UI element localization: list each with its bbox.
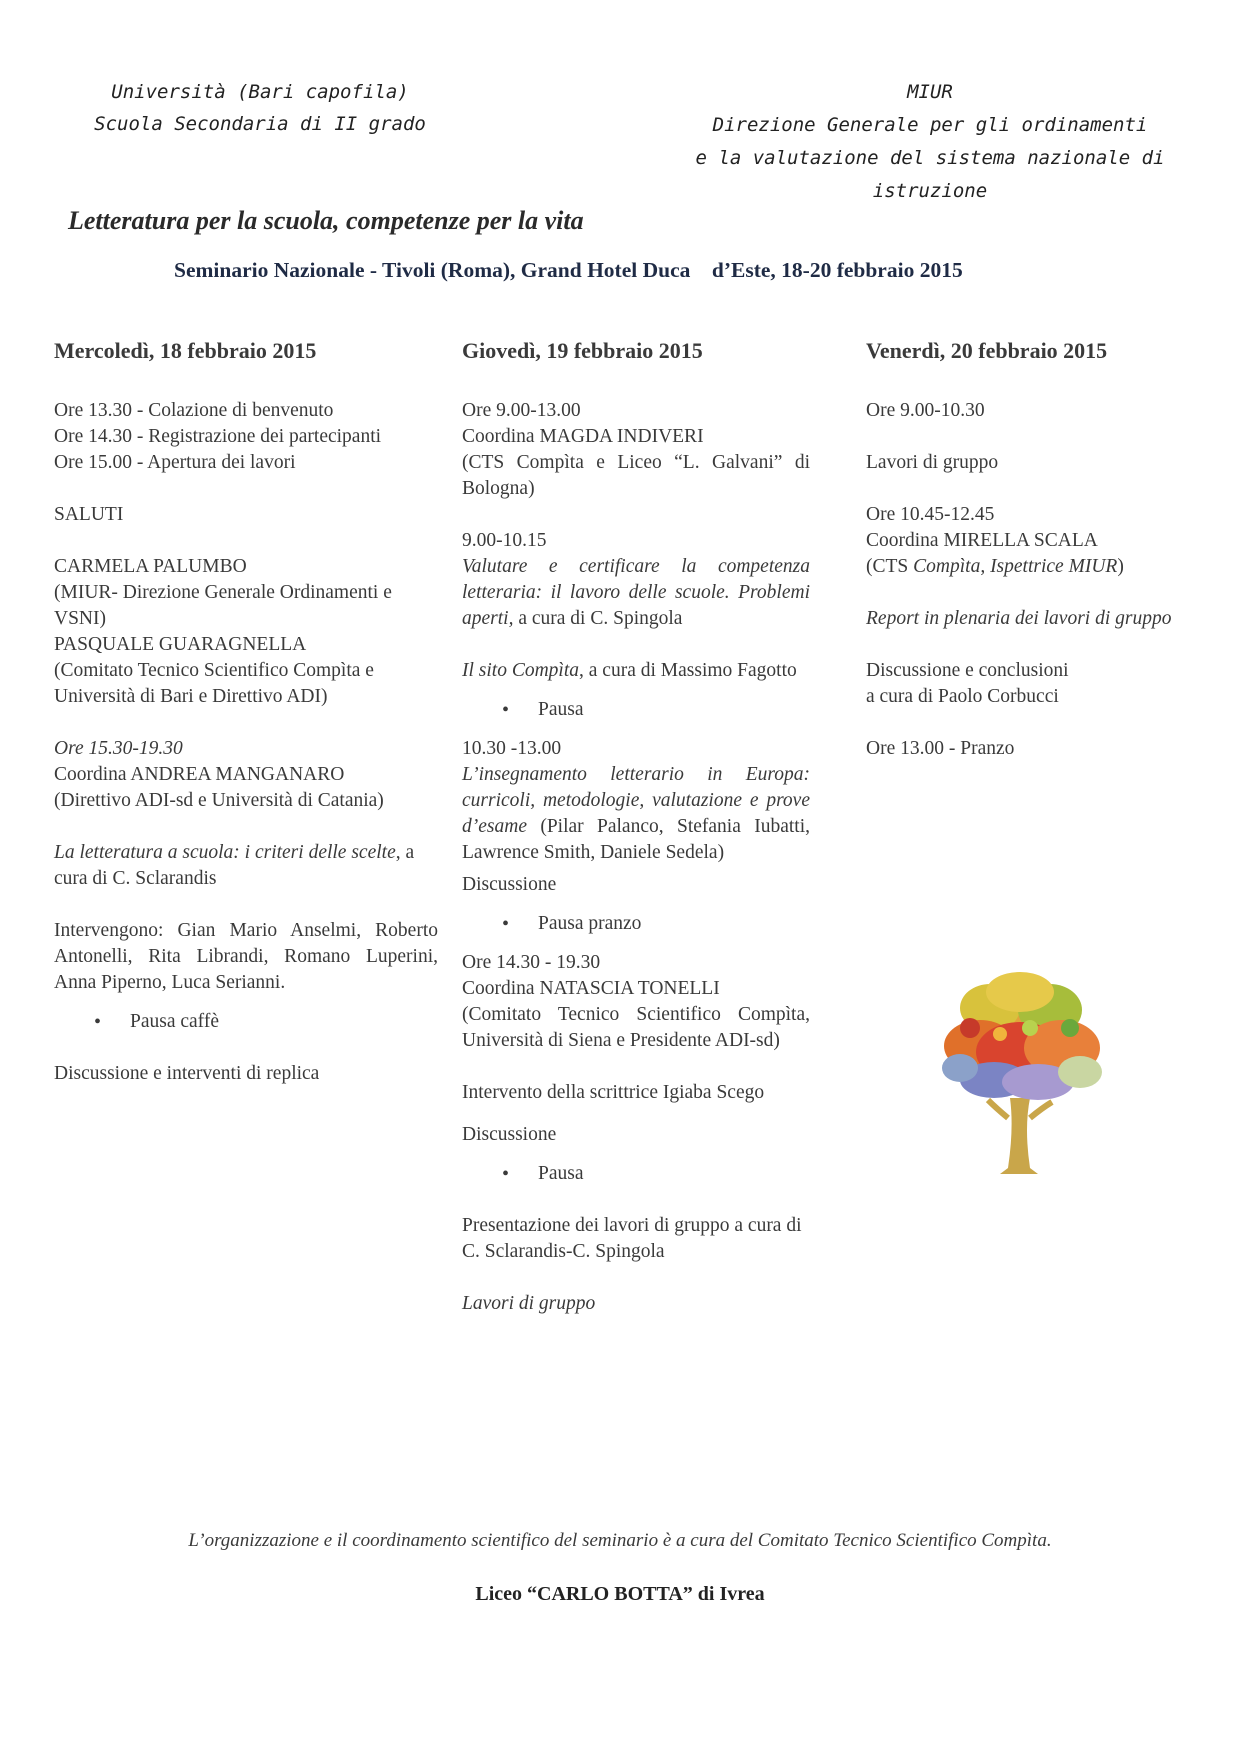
day2-discussione-1: Discussione	[462, 874, 557, 895]
day3-heading: Venerdì, 20 febbraio 2015	[866, 338, 1108, 363]
day2-slot1	[462, 554, 810, 632]
day1-closing: Discussione e interventi di replica	[54, 1063, 320, 1084]
day1-session-coordinator: Coordina ANDREA MANGANARO	[54, 764, 345, 785]
day2-morning-coordinator: Coordina MAGDA INDIVERI	[462, 426, 704, 447]
page-subtitle: Seminario Nazionale - Tivoli (Roma), Grand Hotel Duca d’Este, 18-20 febbraio 2015	[174, 258, 963, 282]
day2-column	[462, 338, 810, 1317]
day2-pausa-2-bullet	[462, 911, 810, 937]
day1-time-3: Ore 15.00 - Apertura dei lavori	[54, 452, 296, 473]
day3-pranzo: Ore 13.00 - Pranzo	[866, 738, 1015, 759]
day3-column	[866, 338, 1196, 762]
day1-speaker-2-affiliation: (Comitato Tecnico Scientifico Compìta e Università di Bari e Direttivo ADI)	[54, 660, 374, 707]
day2-sito-title: Il sito Compìta	[462, 660, 580, 681]
day1-talk-title: La letteratura a scuola: i criteri delle scelte	[54, 842, 396, 863]
day3-coordinator: Coordina MIRELLA SCALA	[866, 530, 1098, 551]
day2-lavori: Lavori di gruppo	[462, 1293, 596, 1314]
day2-slot2-title: L’insegnamento letterario in Europa: curricoli, metodologie, valutazione e prove d’esame	[462, 764, 810, 837]
day2-heading: Giovedì, 19 febbraio 2015	[462, 338, 703, 363]
day1-speakers-list: Intervengono: Gian Mario Anselmi, Roberto Antonelli, Rita Librandi, Romano Luperini, Anna Piperno, Luca Serianni.	[54, 920, 438, 993]
header-left-line-1: Università (Bari capofila)	[111, 81, 409, 103]
day2-pausa-3-bullet	[462, 1161, 810, 1187]
day1-speaker-1-affiliation: (MIUR- Direzione Generale Ordinamenti e VSNI)	[54, 582, 392, 629]
header-right-line-4: istruzione	[872, 180, 988, 202]
day2-slot2-time: 10.30 -13.00	[462, 738, 562, 759]
day2-slot1-title: Valutare e certificare la competenza letteraria: il lavoro delle scuole. Problemi aperti,	[462, 556, 810, 629]
footer-school: Liceo “CARLO BOTTA” di Ivrea	[475, 1583, 765, 1605]
day2-sito-rest: , a cura di Massimo Fagotto	[579, 660, 797, 681]
header-left-line-2: Scuola Secondaria di II grado	[94, 113, 426, 135]
day1-time-2: Ore 14.30 - Registrazione dei partecipanti	[54, 426, 382, 447]
day3-time-2: Ore 10.45-12.45	[866, 504, 995, 525]
day3-discussione: Discussione e conclusioni	[866, 660, 1069, 681]
day2-pausa-1-bullet	[462, 697, 810, 723]
day2-slot2	[462, 762, 810, 866]
day1-speaker-2: PASQUALE GUARAGNELLA	[54, 634, 307, 655]
tree-canopy	[942, 972, 1102, 1100]
header-right-line-2: Direzione Generale per gli ordinamenti	[712, 114, 1148, 136]
day3-aff-pre: (CTS	[866, 556, 914, 577]
day1-speaker-1: CARMELA PALUMBO	[54, 556, 247, 577]
header-right-line-3: e la valutazione del sistema nazionale di	[695, 147, 1165, 169]
day1-time-1: Ore 13.30 - Colazione di benvenuto	[54, 400, 334, 421]
header-right	[660, 76, 1200, 208]
day2-slot1-time: 9.00-10.15	[462, 530, 547, 551]
day1-saluti: SALUTI	[54, 504, 124, 525]
day3-lavori: Lavori di gruppo	[866, 452, 999, 473]
tree-trunk	[1000, 1098, 1038, 1174]
day2-pausa-1: Pausa	[538, 699, 584, 720]
day1-session-time: Ore 15.30-19.30	[54, 738, 183, 759]
day3-affiliation	[866, 554, 1196, 580]
day2-slot1-rest: a cura di C. Spingola	[513, 608, 683, 629]
day2-afternoon-affiliation: (Comitato Tecnico Scientifico Compìta, Università di Siena e Presidente ADI-sd)	[462, 1004, 810, 1051]
day3-report: Report in plenaria dei lavori di gruppo	[866, 608, 1172, 629]
day1-heading: Mercoledì, 18 febbraio 2015	[54, 338, 317, 363]
day1-pausa: Pausa caffè	[130, 1011, 219, 1032]
page-title: Letteratura per la scuola, competenze per la vita	[68, 206, 584, 235]
day2-slot2-rest: (Pilar Palanco, Stefania Iubatti, Lawrence Smith, Daniele Sedela)	[462, 816, 810, 863]
day2-morning-affiliation: (CTS Compìta e Liceo “L. Galvani” di Bologna)	[462, 452, 810, 499]
day3-time-1: Ore 9.00-10.30	[866, 400, 985, 421]
day2-afternoon-coordinator: Coordina NATASCIA TONELLI	[462, 978, 720, 999]
day2-pausa-2: Pausa pranzo	[538, 913, 642, 934]
day1-session-affiliation: (Direttivo ADI-sd e Università di Catania)	[54, 790, 384, 811]
day1-talk-rest: , a cura di C. Sclarandis	[54, 842, 415, 889]
day1-pausa-bullet	[54, 1009, 438, 1035]
footer-note: L’organizzazione e il coordinamento scientifico del seminario è a cura del Comitato Tecnico Scientifico Compìta.	[188, 1530, 1052, 1551]
day2-pausa-3: Pausa	[538, 1163, 584, 1184]
day2-discussione-2: Discussione	[462, 1124, 557, 1145]
day3-cura: a cura di Paolo Corbucci	[866, 686, 1059, 707]
day2-sito	[462, 658, 810, 684]
day3-aff-post: )	[1117, 556, 1124, 577]
day2-presentazione: Presentazione dei lavori di gruppo a cura di C. Sclarandis-C. Spingola	[462, 1215, 802, 1262]
day2-intervento: Intervento della scrittrice Igiaba Scego	[462, 1082, 765, 1103]
day2-morning-time: Ore 9.00-13.00	[462, 400, 581, 421]
tree-illustration	[930, 968, 1110, 1178]
header-left	[80, 76, 440, 140]
day2-afternoon-time: Ore 14.30 - 19.30	[462, 952, 601, 973]
day1-talk	[54, 840, 438, 892]
header-right-line-1: MIUR	[907, 81, 953, 103]
day3-aff-it: Compìta, Ispettrice MIUR	[913, 556, 1118, 577]
day1-column	[54, 338, 438, 1087]
